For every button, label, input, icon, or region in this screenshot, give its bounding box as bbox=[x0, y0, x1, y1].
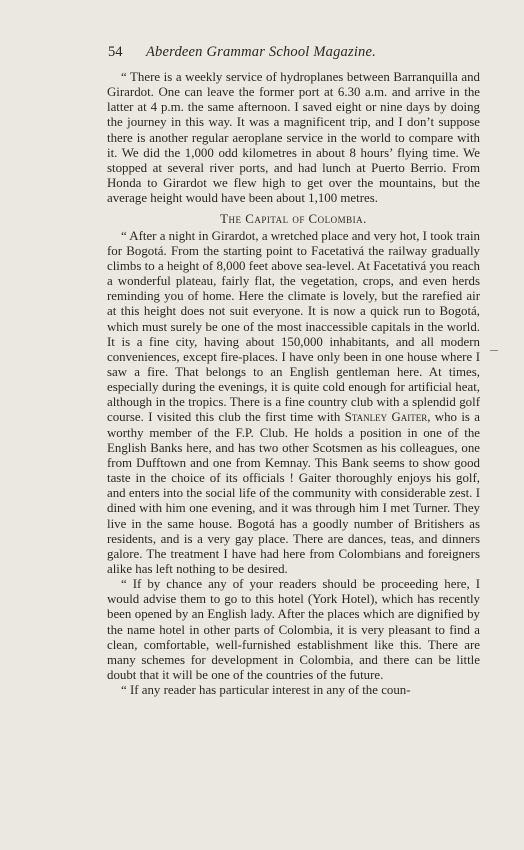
page-number: 54 bbox=[108, 44, 123, 60]
paragraph-hydroplane-service: “ There is a weekly service of hydroplanes between Barranquilla and Girardot. One can leave the former port at 6.30 a.m. and arrive in the latter at 4 p.m. the same afternoon. I saved eight or nine days by doing the journey in this way. It was a magnificent trip, and I don’t suppose there is another regular aeroplane service in the world to compare with it. We did the 1,000 odd kilometres in about 8 hours’ flying time. We stopped at several river ports, and had lunch at Puerto Berrio. From Honda to Girardot we flew high to get over the mountains, but the average height would have been about 1,100 metres. bbox=[107, 70, 480, 206]
running-title: Aberdeen Grammar School Magazine. bbox=[146, 44, 376, 60]
page-header bbox=[108, 44, 478, 61]
section-heading: The Capital of Colombia. bbox=[220, 212, 367, 227]
margin-mark bbox=[490, 350, 498, 351]
paragraph-continued: “ If any reader has particular interest in any of the coun- bbox=[121, 683, 411, 698]
article-body bbox=[107, 70, 480, 698]
paragraph-york-hotel: “ If by chance any of your readers should be proceeding here, I would advise them to go to this hotel (York Hotel), which has recently been opened by an English lady. After the places which are dignified by the name hotel in other parts of Colombia, it is very pleasant to find a clean, comfortable, well-furnished establishment like this. There are many schemes for development in Colombia, and there can be little doubt that it will be one of the countries of the future. bbox=[107, 577, 480, 683]
person-name: Stanley Gaiter bbox=[344, 410, 428, 425]
paragraph-bogota-text-a: “ After a night in Girardot, a wretched place and very hot, I took train for Bogotá. From the starting point to Facetativá the railway gradually climbs to a height of 8,000 feet above sea-level. At Facetativá you reach a wonderful plateau, fairly flat, the vegetation, crops, and even herds reminding you of home. Here the climate is lovely, but the rarefied air at this height does not suit everyone. It is now a quick run to Bogotá, which must surely be one of the most inaccessible capitals in the world. It is a fine city, having about 150,000 inhabitants, and all modern conveniences, except fire-places. I have only been in one house where I saw a fire. That belongs to an English gentleman here. At times, especially during the evenings, it is quite cold enough for artificial heat, although in the tropics. There is a fine country club with a splendid golf course. I visited this club the first time with bbox=[107, 228, 480, 425]
paragraph-bogota bbox=[107, 229, 480, 578]
paragraph-bogota-text-b: , who is a worthy member of the F.P. Club. He holds a position in one of the English Banks here, and has two other Scotsmen as his colleagues, one from Dufftown and one from Kemnay. This Bank seems to show good taste in the choice of its officials ! Gaiter thoroughly enjoys his golf, and enters into the social life of the community with considerable zest. I dined with him one evening, and it was through him I met Turner. They live in the same house. Bogotá has a goodly number of Britishers as residents, and is a very gay place. There are dances, teas, and dinners galore. The treatment I have had here from Colombians and foreigners alike has left nothing to be desired. bbox=[107, 410, 480, 576]
